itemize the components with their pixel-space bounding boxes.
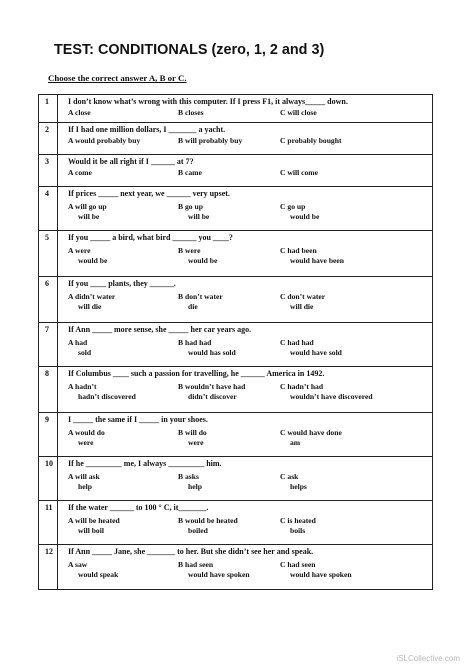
- answer-option-a[interactable]: [68, 560, 118, 579]
- option-text: will do: [184, 428, 207, 437]
- option-text: were: [74, 246, 91, 255]
- watermark: iSLCollective.com: [396, 654, 460, 663]
- question-number: 2: [39, 123, 58, 154]
- answer-option-c[interactable]: [280, 168, 318, 178]
- option-text: had had: [184, 338, 212, 347]
- option-letter: B: [178, 472, 184, 481]
- option-text: didn’t water: [74, 292, 116, 301]
- option-letter: C: [280, 338, 286, 347]
- option-letter: B: [178, 516, 184, 525]
- question-body: [58, 501, 432, 544]
- question-number: 1: [39, 95, 58, 122]
- option-text-continued: would be: [78, 255, 108, 265]
- option-text: will probably buy: [184, 136, 243, 145]
- option-letter: C: [280, 168, 286, 177]
- option-text: had seen: [287, 560, 316, 569]
- option-text-continued: would has sold: [188, 347, 236, 357]
- answer-option-b[interactable]: [178, 136, 242, 146]
- option-letter: B: [178, 202, 184, 211]
- answer-option-c[interactable]: [280, 338, 342, 357]
- question-number: 6: [39, 277, 58, 322]
- question-number: 7: [39, 323, 58, 366]
- option-text-continued: help: [78, 481, 92, 491]
- option-letter: A: [68, 338, 74, 347]
- option-letter: B: [178, 168, 184, 177]
- option-text-continued: die: [188, 301, 198, 311]
- option-letter: B: [178, 108, 184, 117]
- option-text: don’t water: [287, 292, 326, 301]
- option-letter: A: [68, 560, 74, 569]
- question-body: [58, 367, 432, 412]
- answer-option-a[interactable]: [68, 202, 107, 221]
- question-row: [39, 277, 432, 323]
- option-text: had: [74, 338, 88, 347]
- option-text: came: [184, 168, 202, 177]
- option-text: will close: [287, 108, 317, 117]
- question-text: If Columbus ____ such a passion for travelling, he ______ America in 1492.: [68, 369, 325, 378]
- answer-option-c[interactable]: [280, 560, 352, 579]
- answer-option-b[interactable]: [178, 428, 207, 447]
- option-text-continued: helps: [290, 481, 307, 491]
- option-text-continued: would be: [290, 211, 320, 221]
- question-body: [58, 457, 432, 500]
- question-body: [58, 323, 432, 366]
- option-letter: A: [68, 108, 74, 117]
- question-text: I don’t know what’s wrong with this computer. If I press F1, it always_____ down.: [68, 97, 348, 106]
- option-text: don’t water: [184, 292, 223, 301]
- question-row: [39, 323, 432, 367]
- option-text-continued: would have sold: [290, 347, 342, 357]
- option-letter: A: [68, 382, 74, 391]
- question-text: I _____ the same if I _____ in your shoes.: [68, 415, 208, 424]
- question-row: [39, 231, 432, 277]
- option-text: will be heated: [74, 516, 120, 525]
- answer-option-c[interactable]: [280, 108, 317, 118]
- answer-option-b[interactable]: [178, 108, 204, 118]
- option-letter: C: [280, 202, 286, 211]
- questions-table: [38, 94, 433, 590]
- option-letter: C: [280, 136, 286, 145]
- option-text: ask: [287, 472, 299, 481]
- question-text: If you _____ a bird, what bird ______ you ____?: [68, 233, 233, 242]
- question-body: [58, 277, 432, 322]
- option-text-continued: were: [188, 437, 204, 447]
- option-text-continued: wouldn’t have discovered: [290, 391, 373, 401]
- option-text: hadn’t had: [287, 382, 324, 391]
- question-body: [58, 413, 432, 456]
- option-text-continued: would speak: [78, 569, 119, 579]
- option-letter: A: [68, 516, 74, 525]
- option-text: go up: [184, 202, 203, 211]
- answer-option-a[interactable]: [68, 382, 136, 401]
- option-text-continued: will be: [188, 211, 210, 221]
- option-letter: C: [280, 382, 286, 391]
- option-text: had had: [287, 338, 314, 347]
- option-letter: B: [178, 560, 184, 569]
- option-text: will come: [287, 168, 318, 177]
- answer-option-c[interactable]: [280, 382, 373, 401]
- option-letter: A: [68, 136, 74, 145]
- answer-option-c[interactable]: [280, 202, 319, 221]
- option-letter: C: [280, 108, 286, 117]
- question-number: 9: [39, 413, 58, 456]
- answer-option-b[interactable]: [178, 246, 217, 265]
- question-body: [58, 155, 432, 186]
- question-text: If you ____ plants, they ______.: [68, 279, 176, 288]
- option-text: would be heated: [184, 516, 238, 525]
- option-letter: C: [280, 560, 286, 569]
- answer-option-c[interactable]: [280, 136, 342, 146]
- answer-option-a[interactable]: [68, 516, 120, 535]
- option-text-continued: will die: [290, 301, 314, 311]
- option-text: close: [74, 108, 91, 117]
- answer-option-a[interactable]: [68, 292, 115, 311]
- option-letter: A: [68, 428, 74, 437]
- question-number: 12: [39, 545, 58, 589]
- question-row: [39, 95, 432, 123]
- question-body: [58, 545, 432, 589]
- option-text: hadn’t: [74, 382, 97, 391]
- option-letter: A: [68, 202, 74, 211]
- answer-option-b[interactable]: [178, 516, 238, 535]
- option-letter: A: [68, 292, 74, 301]
- question-row: [39, 187, 432, 231]
- question-text: If he _________ me, I always _________ him.: [68, 459, 222, 468]
- answer-option-c[interactable]: [280, 292, 325, 311]
- question-body: [58, 231, 432, 276]
- question-number: 3: [39, 155, 58, 186]
- option-text: will ask: [74, 472, 100, 481]
- option-letter: A: [68, 472, 74, 481]
- option-text: is heated: [287, 516, 316, 525]
- option-text-continued: help: [188, 481, 202, 491]
- option-text: had been: [287, 246, 317, 255]
- answer-option-b[interactable]: [178, 382, 245, 401]
- option-letter: C: [280, 428, 286, 437]
- question-number: 5: [39, 231, 58, 276]
- question-row: [39, 123, 432, 155]
- option-letter: C: [280, 246, 286, 255]
- answer-option-a[interactable]: [68, 428, 105, 447]
- option-letter: B: [178, 428, 184, 437]
- option-letter: A: [68, 168, 74, 177]
- option-text-continued: were: [78, 437, 94, 447]
- option-text-continued: will boil: [78, 525, 104, 535]
- question-text: If I had one million dollars, I _______ a yacht.: [68, 125, 226, 134]
- answer-option-c[interactable]: [280, 516, 316, 535]
- question-number: 4: [39, 187, 58, 230]
- option-text-continued: boiled: [188, 525, 208, 535]
- option-text-continued: didn’t discover: [188, 391, 237, 401]
- question-text: If the water ______ to 100 ° C, it_______.: [68, 503, 209, 512]
- option-text-continued: would have been: [290, 255, 345, 265]
- option-text: were: [184, 246, 201, 255]
- option-letter: C: [280, 472, 286, 481]
- option-text: wouldn’t have had: [184, 382, 246, 391]
- question-body: [58, 187, 432, 230]
- option-letter: B: [178, 338, 184, 347]
- answer-option-b[interactable]: [178, 338, 236, 357]
- question-body: [58, 95, 432, 122]
- answer-option-b[interactable]: [178, 472, 202, 491]
- option-letter: A: [68, 246, 74, 255]
- answer-option-a[interactable]: [68, 246, 107, 265]
- option-text: would have done: [287, 428, 342, 437]
- option-text: would do: [74, 428, 105, 437]
- option-text-continued: would have spoken: [188, 569, 250, 579]
- question-number: 11: [39, 501, 58, 544]
- option-text: would probably buy: [74, 136, 141, 145]
- option-text-continued: would be: [188, 255, 218, 265]
- question-text: Would it be all right if I ______ at 7?: [68, 157, 194, 166]
- option-text: go up: [287, 202, 306, 211]
- option-text-continued: will die: [78, 301, 102, 311]
- option-text: had seen: [184, 560, 214, 569]
- option-letter: C: [280, 292, 286, 301]
- answer-option-b[interactable]: [178, 168, 202, 178]
- answer-option-b[interactable]: [178, 292, 223, 311]
- option-text: closes: [184, 108, 204, 117]
- question-row: [39, 367, 432, 413]
- answer-option-a[interactable]: [68, 108, 91, 118]
- option-text: asks: [184, 472, 199, 481]
- answer-option-c[interactable]: [280, 428, 342, 447]
- answer-option-a[interactable]: [68, 168, 92, 178]
- option-text: probably bought: [287, 136, 342, 145]
- option-letter: B: [178, 246, 184, 255]
- question-text: If prices _____ next year, we ______ very upset.: [68, 189, 230, 198]
- question-row: [39, 155, 432, 187]
- question-text: If Ann _____ more sense, she _____ her car years ago.: [68, 325, 252, 334]
- option-text-continued: hadn’t discovered: [78, 391, 136, 401]
- question-text: If Ann _____ Jane, she _______ to her. But she didn’t see her and speak.: [68, 547, 314, 556]
- option-text: will go up: [74, 202, 107, 211]
- question-row: [39, 413, 432, 457]
- answer-option-a[interactable]: [68, 472, 100, 491]
- option-text-continued: will be: [78, 211, 100, 221]
- answer-option-a[interactable]: [68, 338, 91, 357]
- answer-option-b[interactable]: [178, 560, 250, 579]
- option-text-continued: sold: [78, 347, 92, 357]
- option-letter: B: [178, 292, 184, 301]
- answer-option-c[interactable]: [280, 246, 344, 265]
- option-text: come: [74, 168, 92, 177]
- question-row: [39, 545, 432, 589]
- option-text: saw: [74, 560, 88, 569]
- question-number: 10: [39, 457, 58, 500]
- question-number: 8: [39, 367, 58, 412]
- option-letter: B: [178, 136, 184, 145]
- instruction: Choose the correct answer A, B or C.: [48, 73, 187, 83]
- question-row: [39, 501, 432, 545]
- answer-option-b[interactable]: [178, 202, 209, 221]
- answer-option-a[interactable]: [68, 136, 140, 146]
- option-text-continued: would have spoken: [290, 569, 352, 579]
- question-body: [58, 123, 432, 154]
- question-row: [39, 457, 432, 501]
- answer-option-c[interactable]: [280, 472, 307, 491]
- option-letter: B: [178, 382, 184, 391]
- option-text-continued: am: [290, 437, 301, 447]
- page-title: TEST: CONDITIONALS (zero, 1, 2 and 3): [54, 42, 325, 58]
- option-text-continued: boils: [290, 525, 306, 535]
- option-letter: C: [280, 516, 286, 525]
